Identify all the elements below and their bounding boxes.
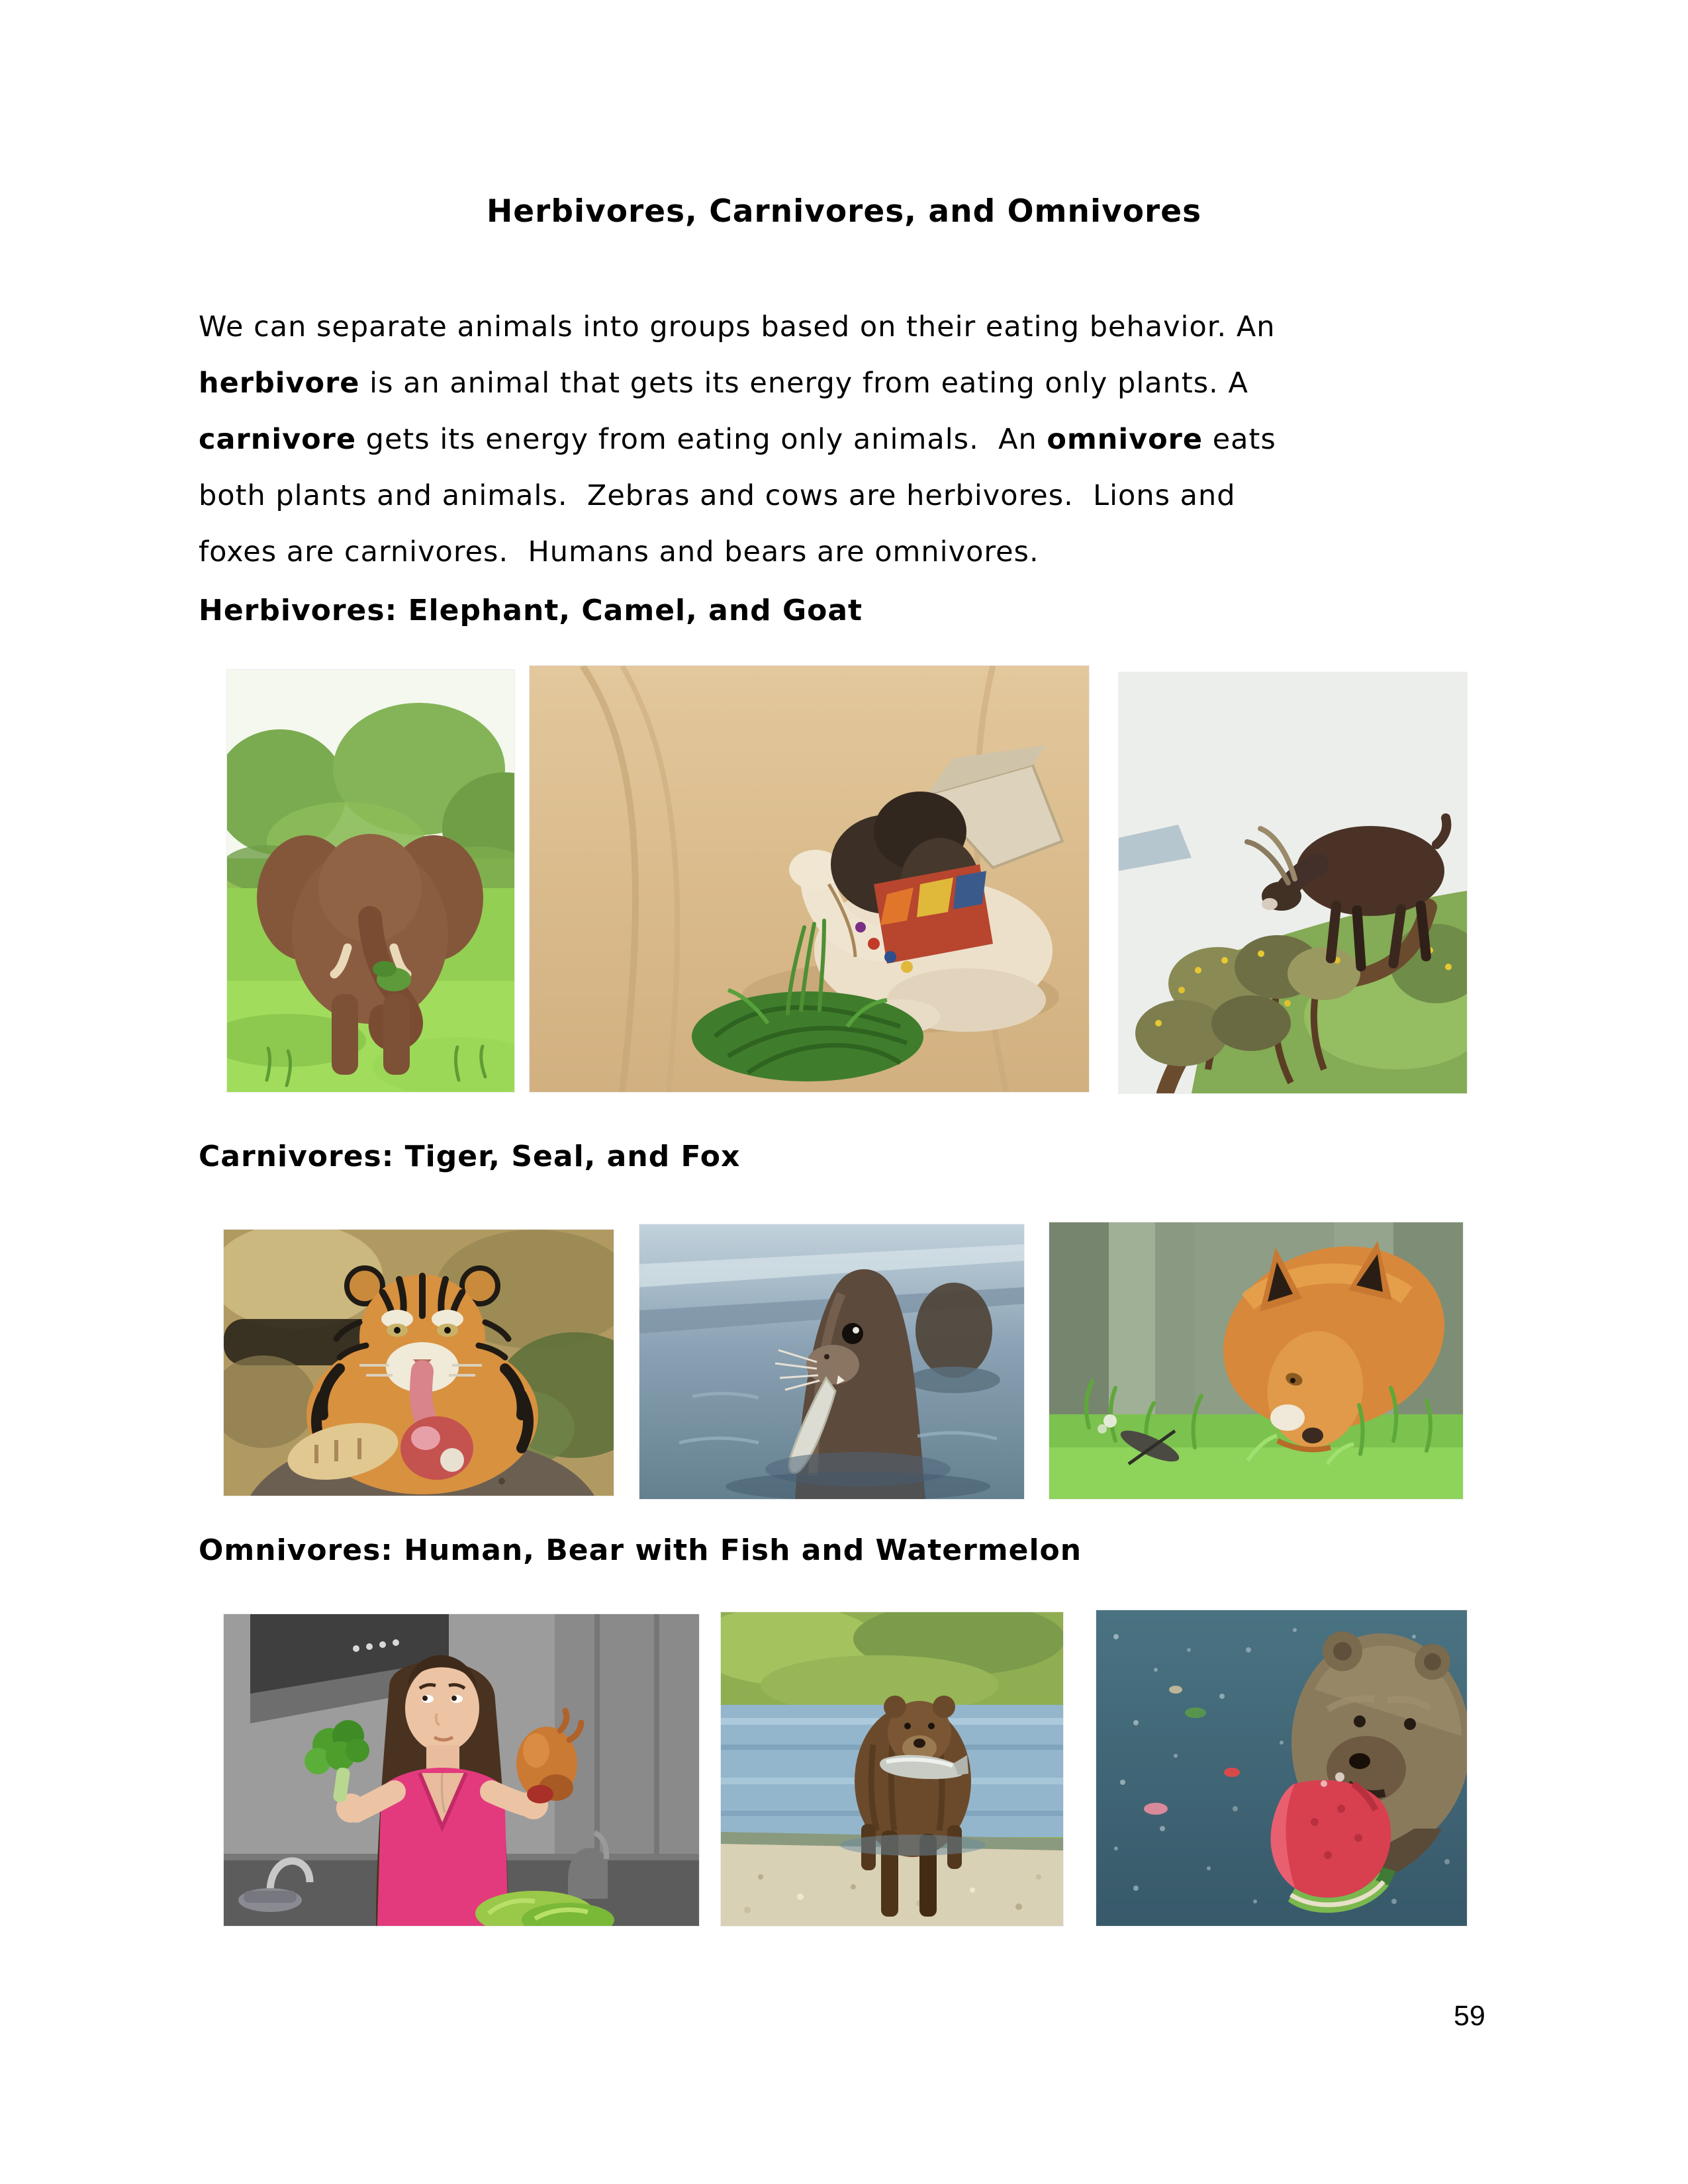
elephant-photo-art — [227, 670, 514, 1092]
intro-line: both plants and animals. Zebras and cows are herbivores. Lions and — [199, 479, 1236, 512]
camel-photo — [530, 666, 1089, 1092]
page-title: Herbivores, Carnivores, and Omnivores — [486, 193, 1202, 230]
intro-line: We can separate animals into groups based on their eating behavior. An — [199, 310, 1276, 343]
tiger-photo — [224, 1230, 614, 1496]
seal-photo-art — [639, 1224, 1024, 1499]
intro-paragraph — [199, 299, 1529, 580]
elephant-photo — [227, 670, 514, 1092]
human-photo — [224, 1614, 699, 1926]
herbivores-heading: Herbivores: Elephant, Camel, and Goat — [199, 594, 863, 627]
human-photo-art — [224, 1614, 699, 1926]
fox-photo-art — [1049, 1222, 1463, 1499]
bear-fish-photo — [721, 1612, 1063, 1926]
camel-photo-art — [530, 666, 1089, 1092]
omnivores-heading: Omnivores: Human, Bear with Fish and Watermelon — [199, 1533, 1082, 1567]
page-number: 59 — [1454, 2000, 1485, 2032]
fox-photo — [1049, 1222, 1463, 1499]
goat-photo — [1119, 672, 1467, 1093]
carnivores-heading: Carnivores: Tiger, Seal, and Fox — [199, 1140, 741, 1173]
goat-photo-art — [1119, 672, 1467, 1093]
intro-line: foxes are carnivores. Humans and bears are omnivores. — [199, 535, 1039, 569]
bear-fish-photo-art — [721, 1612, 1063, 1926]
intro-line: herbivore is an animal that gets its energy from eating only plants. A — [199, 367, 1248, 400]
tiger-photo-art — [224, 1230, 614, 1496]
intro-line: carnivore gets its energy from eating only animals. An omnivore eats — [199, 423, 1276, 456]
bear-watermelon-photo-art — [1096, 1610, 1467, 1926]
seal-photo — [639, 1224, 1024, 1499]
bear-watermelon-photo — [1096, 1610, 1467, 1926]
